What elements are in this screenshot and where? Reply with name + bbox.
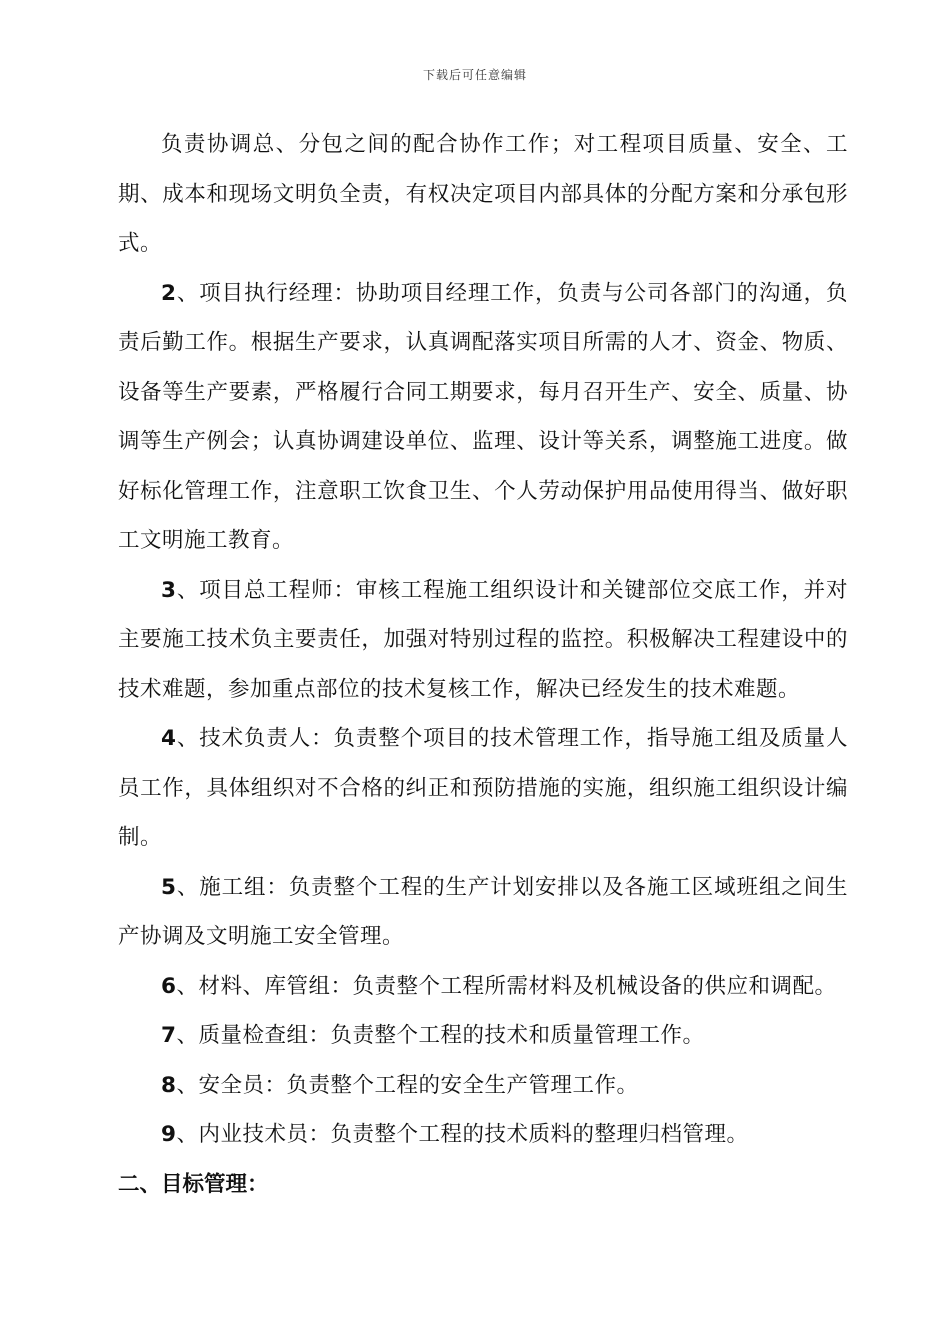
paragraph-text: 、技术负责人：负责整个项目的技术管理工作，指导施工组及质量人员工作，具体组织对不合格的纠正和预防措施的实施，组织施工组织设计编制。 <box>118 726 848 850</box>
paragraph-number: 3 <box>161 577 177 603</box>
paragraph-number: 8 <box>161 1072 177 1098</box>
paragraph-5 <box>118 863 848 962</box>
paragraph-number: 4 <box>161 726 177 751</box>
paragraph-text: 、内业技术员：负责整个工程的技术质料的整理归档管理。 <box>176 1122 749 1147</box>
section-heading: 二、目标管理： <box>118 1171 269 1197</box>
paragraph-text: 、项目执行经理：协助项目经理工作，负责与公司各部门的沟通，负责后勤工作。根据生产要求，认真调配落实项目所需的人才、资金、物质、设备等生产要素，严格履行合同工期要求，每月召开生产、安全、质量、协调等生产例会；认真协调建设单位、监理、设计等关系，调整施工进度。做好标化管理工作，注意职工饮食卫生、个人劳动保护用品使用得当、做好职工文明施工教育。 <box>118 280 848 553</box>
paragraph-4 <box>118 714 848 863</box>
paragraph-text: 、质量检查组：负责整个工程的技术和质量管理工作。 <box>176 1023 705 1048</box>
paragraph-8 <box>118 1061 848 1111</box>
paragraph-text: 、项目总工程师：审核工程施工组织设计和关键部位交底工作，并对主要施工技术负主要责任，加强对特别过程的监控。积极解决工程建设中的技术难题，参加重点部位的技术复核工作，解决已经发生的技术难题。 <box>118 577 848 702</box>
paragraph-number: 6 <box>161 973 177 999</box>
paragraph-6 <box>118 962 848 1012</box>
paragraph-text: 、施工组：负责整个工程的生产计划安排以及各施工区域班组之间生产协调及文明施工安全管理。 <box>118 874 848 949</box>
paragraph-number: 2 <box>161 280 177 306</box>
page-header-note: 下载后可任意编辑 <box>422 68 527 82</box>
paragraph-text: 负责协调总、分包之间的配合协作工作；对工程项目质量、安全、工期、成本和现场文明负全责，有权决定项目内部具体的分配方案和分承包形式。 <box>118 132 848 256</box>
paragraph-number: 5 <box>161 874 177 900</box>
paragraph-2 <box>118 269 848 566</box>
paragraph-3 <box>118 566 848 715</box>
paragraph-text: 、安全员：负责整个工程的安全生产管理工作。 <box>176 1072 639 1098</box>
paragraph-9 <box>118 1110 848 1160</box>
paragraph-7 <box>118 1011 848 1061</box>
paragraph-1 <box>118 120 848 269</box>
paragraph-number: 9 <box>161 1122 177 1147</box>
document-body <box>118 120 848 1209</box>
paragraph-number: 7 <box>161 1023 177 1048</box>
paragraph-text: 、材料、库管组：负责整个工程所需材料及机械设备的供应和调配。 <box>176 973 837 999</box>
